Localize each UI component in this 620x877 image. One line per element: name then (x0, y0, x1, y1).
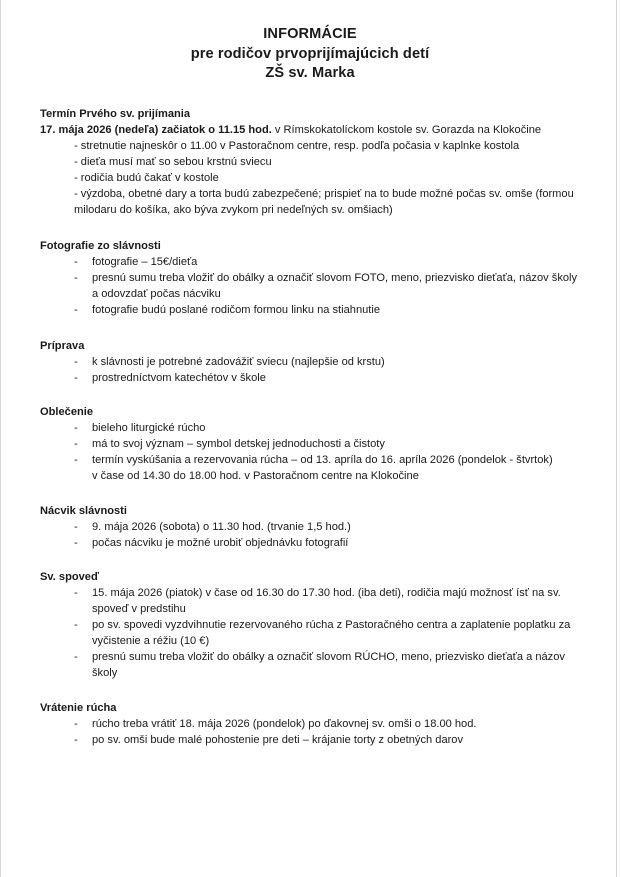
bullet-dash: - (74, 718, 78, 730)
bullet-dash: - (74, 304, 78, 316)
section-heading: Termín Prvého sv. prijímania (40, 108, 191, 120)
list-item: - termín vyskúšania a rezervovania rúcha – od 13. apríla do 16. apríla 2026 (pondelok - štvrtok) v čase od 14.30 do 18.00 hod. v Pastoračnom centre na Klokočine (74, 454, 553, 482)
list-item: - po sv. omši bude malé pohostenie pre deti – krájanie torty z obetných darov (74, 734, 464, 746)
section-photos (40, 238, 600, 318)
section-clothing (40, 404, 600, 484)
bullet-dash: - (74, 438, 78, 450)
title-line-2: pre rodičov prvoprijímajúcich detí (190, 45, 430, 62)
list-item: - fotografie budú poslané rodičom formou linku na stiahnutie (74, 304, 380, 316)
event-date-bold: 17. mája 2026 (nedeľa) začiatok o 11.15 hod. (40, 124, 272, 136)
document-title (0, 25, 620, 84)
list-item: - dieťa musí mať so sebou krstnú sviecu (74, 156, 272, 168)
section-confession (40, 569, 600, 681)
event-location: v Rímskokatolíckom kostole sv. Gorazda na Klokočine (271, 124, 542, 136)
section-heading: Nácvik slávnosti (40, 505, 127, 517)
section-heading: Príprava (40, 340, 85, 352)
bullet-dash: - (74, 422, 78, 434)
list-item: - počas nácviku je možné urobiť objednávku fotografií (74, 537, 349, 549)
list-item: - rúcho treba vrátiť 18. mája 2026 (pondelok) po ďakovnej sv. omši o 18.00 hod. (74, 718, 477, 730)
bullet-dash: - (74, 734, 78, 746)
section-preparation (40, 338, 600, 386)
list-item: - po sv. spovedi vyzdvihnutie rezervovaného rúcha z Pastoračného centra a zaplatenie poplatku za vyčistenie a réžiu (10 €) (74, 619, 571, 647)
event-date-line (40, 122, 600, 138)
list-item: - k slávnosti je potrebné zadovážiť sviecu (najlepšie od krstu) (74, 356, 385, 368)
list-item: - má to svoj význam – symbol detskej jednoduchosti a čistoty (74, 438, 385, 450)
list-item: - 9. mája 2026 (sobota) o 11.30 hod. (trvanie 1,5 hod.) (74, 521, 351, 533)
section-heading: Fotografie zo slávnosti (40, 240, 161, 252)
bullet-dash: - (74, 619, 78, 631)
list-item: - prostredníctvom katechétov v škole (74, 372, 266, 384)
bullet-dash: - (74, 356, 78, 368)
bullet-dash: - (74, 256, 78, 268)
list-item: - 15. mája 2026 (piatok) v čase od 16.30 do 17.30 hod. (iba deti), rodičia majú možnosť ísť na sv. spoveď v predstihu (74, 587, 561, 615)
bullet-dash: - (74, 372, 78, 384)
bullet-dash: - (74, 272, 78, 284)
bullet-dash: - (74, 537, 78, 549)
list-item: - výzdoba, obetné dary a torta budú zabezpečené; prispieť na to bude možné počas sv. omše (formou (74, 188, 574, 200)
section-heading: Sv. spoveď (40, 571, 99, 583)
section-first-communion-date (40, 106, 600, 218)
list-item-continuation: milodaru do košíka, ako býva zvykom pri nedeľných sv. omšiach) (74, 204, 393, 216)
section-robe-return (40, 700, 600, 748)
page-edge-left (0, 0, 1, 877)
list-item: - presnú sumu treba vložiť do obálky a označiť slovom RÚCHO, meno, priezvisko dieťaťa a názov školy (74, 651, 565, 679)
title-line-1: INFORMÁCIE (263, 26, 357, 42)
list-item: - rodičia budú čakať v kostole (74, 172, 219, 184)
bullet-dash: - (74, 521, 78, 533)
section-rehearsal (40, 503, 600, 551)
section-heading: Oblečenie (40, 406, 94, 418)
title-line-3: ZŠ sv. Marka (265, 65, 355, 81)
bullet-dash: - (74, 454, 78, 466)
list-item: - presnú sumu treba vložiť do obálky a označiť slovom FOTO, meno, priezvisko dieťaťa, názov školy a odovzdať počas nácviku (74, 272, 578, 300)
list-item: - fotografie – 15€/dieťa (74, 256, 198, 268)
list-item: - bieleho liturgické rúcho (74, 422, 206, 434)
bullet-dash: - (74, 651, 78, 663)
page-edge-right (616, 0, 617, 877)
bullet-dash: - (74, 587, 78, 599)
section-heading: Vrátenie rúcha (40, 702, 117, 714)
list-item: - stretnutie najneskôr o 11.00 v Pastoračnom centre, resp. podľa počasia v kaplnke kostola (74, 140, 520, 152)
